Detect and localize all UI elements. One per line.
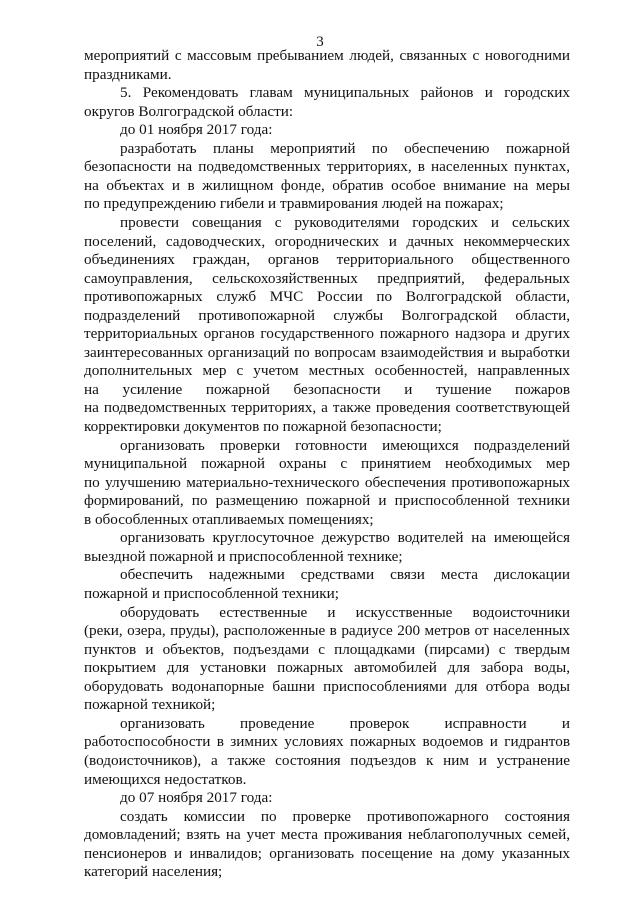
text-line: разработать планы мероприятий по обеспечению пожарной xyxy=(120,139,570,157)
text-line: в обособленных отапливаемых помещениях; xyxy=(84,510,374,528)
text-line: обеспечить надежными средствами связи места дислокации xyxy=(120,566,570,584)
text-line: организовать проведение проверок исправности и xyxy=(120,714,570,732)
text-line: оборудовать естественные и искусственные водоисточники xyxy=(120,603,570,621)
text-line: организовать проверки готовности имеющихся подразделений xyxy=(120,436,570,454)
text-line: дополнительных мер с учетом местных особенностей, направленных xyxy=(84,362,570,380)
text-line: по улучшению материально-технического обеспечения противопожарных xyxy=(84,473,570,491)
page-number: 3 xyxy=(316,34,324,50)
text-line: (реки, озера, пруды), расположенные в радиусе 200 метров от населенных xyxy=(84,622,570,640)
text-line: выездной пожарной и приспособленной технике; xyxy=(84,547,403,565)
text-line: поселений, садоводческих, огороднических и дачных некоммерческих xyxy=(84,232,570,250)
text-line: мероприятий с массовым пребыванием людей, связанных с новогодними xyxy=(84,47,570,64)
text-line: до 01 ноября 2017 года: xyxy=(120,121,273,139)
text-line: пунктов и объектов, подъездами с площадками (пирсами) с твердым xyxy=(84,640,570,658)
text-line: работоспособности в зимних условиях пожарных водоемов и гидрантов xyxy=(84,733,570,751)
text-line: домовладений; взять на учет места проживания неблагополучных семей, xyxy=(84,826,570,844)
text-line: 5. Рекомендовать главам муниципальных районов и городских xyxy=(120,84,570,102)
text-line: на усиление пожарной безопасности и тушение пожаров xyxy=(84,380,570,398)
text-line: формирований, по размещению пожарной и приспособленной техники xyxy=(84,492,570,510)
text-line: муниципальной пожарной охраны с принятием необходимых мер xyxy=(84,455,570,473)
text-line: самоуправления, сельскохозяйственных предприятий, федеральных xyxy=(84,269,570,287)
text-line: по предупреждению гибели и травмирования людей на пожарах; xyxy=(84,195,504,213)
text-line: покрытием для установки пожарных автомобилей для забора воды, xyxy=(84,659,570,677)
text-line: пенсионеров и инвалидов; организовать посещение на дому указанных xyxy=(84,844,570,862)
text-line: безопасности на подведомственных территориях, в населенных пунктах, xyxy=(84,158,570,176)
text-line: противопожарных служб МЧС России по Волгоградской области, xyxy=(84,288,570,306)
text-line: территориальных органов государственного пожарного надзора и других xyxy=(84,325,570,343)
text-line: подразделений противопожарной службы Волгоградской области, xyxy=(84,306,570,324)
text-line: категорий населения; xyxy=(84,863,223,881)
text-line: на подведомственных территориях, а также проведения соответствующей xyxy=(84,399,570,417)
text-line: корректировки документов по пожарной безопасности; xyxy=(84,418,442,435)
text-line: округов Волгоградской области: xyxy=(84,102,294,120)
text-line: на объектах и в жилищном фонде, обратив особое внимание на меры xyxy=(84,176,570,194)
text-line: организовать круглосуточное дежурство водителей на имеющейся xyxy=(120,529,570,547)
text-line: до 07 ноября 2017 года: xyxy=(120,789,273,806)
text-line: объединениях граждан, органов территориального общественного xyxy=(84,251,570,269)
text-line: пожарной и приспособленной техники; xyxy=(84,585,339,602)
text-line: заинтересованных организаций по вопросам взаимодействия и выработки xyxy=(84,343,570,361)
text-line: имеющихся недостатков. xyxy=(84,770,247,788)
text-line: (водоисточников), а также состояния подъездов к ним и устранение xyxy=(84,751,570,769)
text-line: провести совещания с руководителями городских и сельских xyxy=(120,214,570,231)
text-line: оборудовать водонапорные башни приспособлениями для отбора воды xyxy=(84,677,570,695)
text-line: пожарной техникой; xyxy=(84,696,216,714)
text-line: создать комиссии по проверке противопожарного состояния xyxy=(120,807,570,825)
text-line: праздниками. xyxy=(84,65,172,83)
